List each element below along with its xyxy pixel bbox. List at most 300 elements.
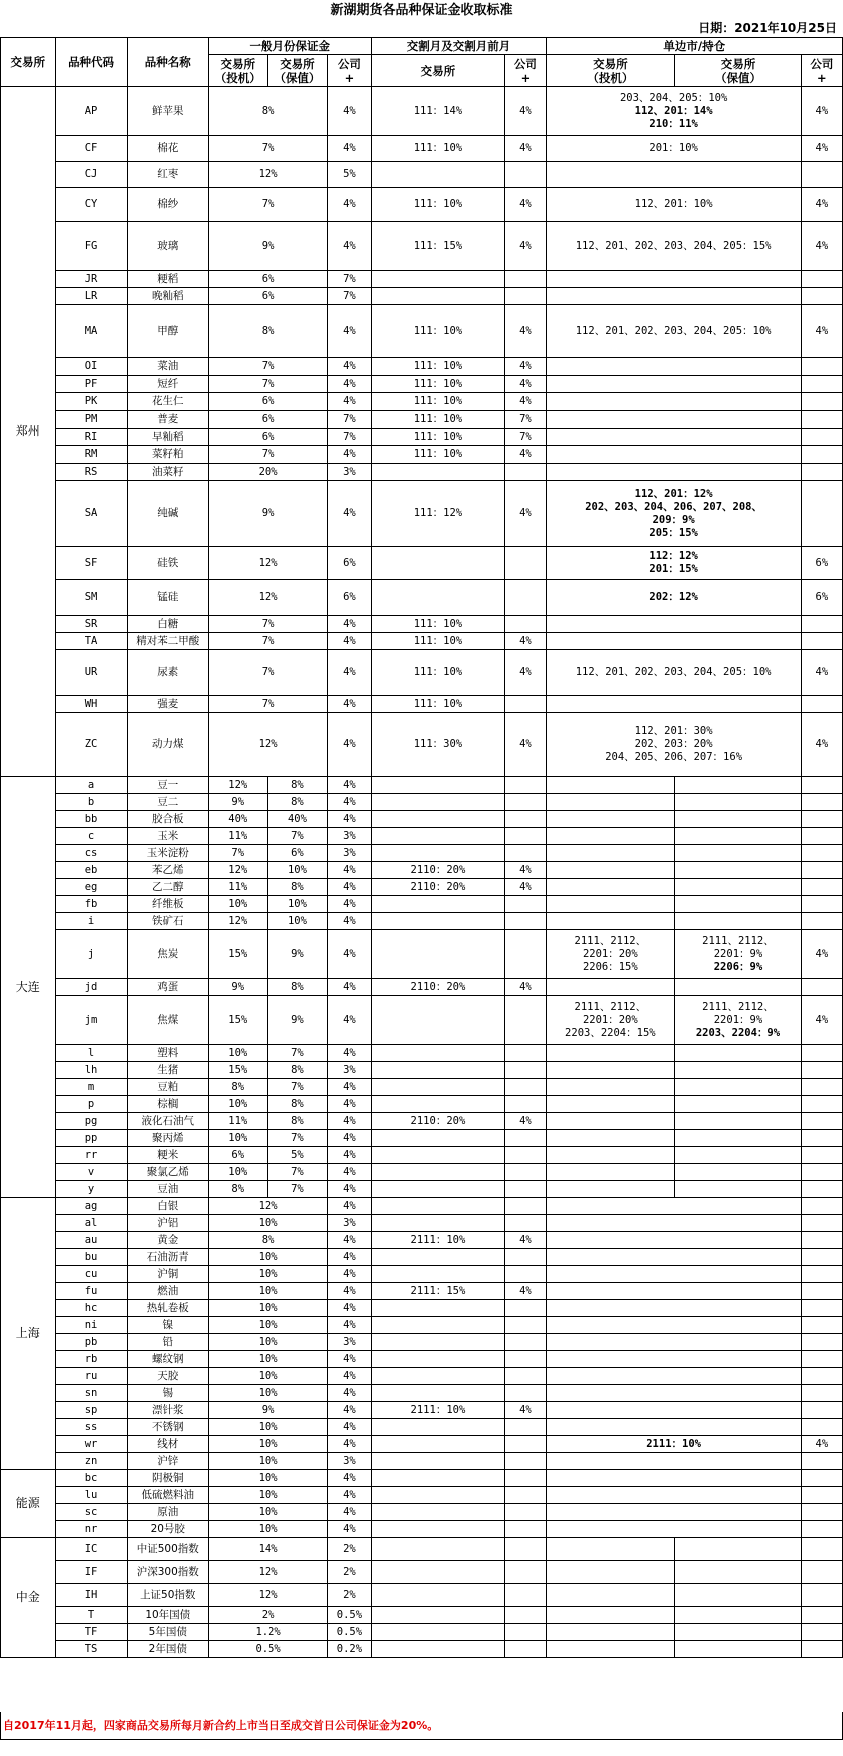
table-row [1,979,843,996]
delivery-company-cell [505,1470,546,1487]
uni-company-cell [801,1538,842,1561]
delivery-exch-cell [371,1249,505,1266]
code-cell: AP [55,87,127,136]
company-margin-cell: 3% [328,845,371,862]
uni-margin-cell [546,1402,801,1419]
delivery-exch-cell: 2111：10% [371,1402,505,1419]
delivery-company-cell: 4% [505,879,546,896]
cell-line: 202、203：20% [634,738,713,750]
code-cell: SR [55,616,127,633]
company-margin-cell: 4% [328,1436,371,1453]
company-margin-cell: 4% [328,913,371,930]
delivery-company-cell: 4% [505,650,546,696]
table-row [1,1283,843,1300]
hedge-margin-cell: 10% [267,896,328,913]
company-margin-cell: 4% [328,1283,371,1300]
delivery-company-cell [505,996,546,1045]
uni-margin-cell [546,1283,801,1300]
uni-margin-cell [546,87,801,136]
uni-margin-cell [546,446,801,464]
name-cell: 石油沥青 [127,1249,208,1266]
delivery-exch-cell: 111：10% [371,136,505,162]
company-margin-cell: 4% [328,305,371,358]
name-cell: 沪深300指数 [127,1561,208,1584]
table-row [1,696,843,713]
cell-line: 2203、2204：9% [695,1026,781,1039]
exchange-cell: 上海 [1,1198,56,1470]
delivery-company-cell [505,1436,546,1453]
name-cell: 硅铁 [127,547,208,580]
delivery-exch-cell [371,1453,505,1470]
delivery-company-cell [505,845,546,862]
exchange-margin-cell: 9% [208,481,327,547]
spec-margin-cell: 15% [208,930,267,979]
code-cell: sc [55,1504,127,1521]
hedge-margin-cell: 9% [267,930,328,979]
name-cell: 聚丙烯 [127,1130,208,1147]
hedge-margin-cell: 8% [267,979,328,996]
uni-hedge-cell [675,1607,802,1624]
delivery-exch-cell: 2110：20% [371,1113,505,1130]
company-margin-cell: 0.5% [328,1607,371,1624]
exchange-margin-cell: 10% [208,1317,327,1334]
company-margin-cell: 4% [328,616,371,633]
company-margin-cell: 7% [328,429,371,446]
company-margin-cell: 4% [328,376,371,393]
code-cell: jm [55,996,127,1045]
uni-company-cell: 4% [801,136,842,162]
code-cell: ni [55,1317,127,1334]
uni-company-cell [801,1351,842,1368]
table-row [1,1641,843,1658]
delivery-company-cell [505,1368,546,1385]
exchange-margin-cell: 9% [208,222,327,271]
company-margin-cell: 4% [328,633,371,650]
delivery-company-cell [505,1300,546,1317]
delivery-exch-cell [371,1538,505,1561]
spec-margin-cell: 10% [208,1096,267,1113]
uni-company-cell [801,777,842,794]
code-cell: RI [55,429,127,446]
spec-margin-cell: 10% [208,896,267,913]
delivery-company-cell: 4% [505,358,546,376]
uni-company-cell [801,1232,842,1249]
name-cell: 燃油 [127,1283,208,1300]
exchange-margin-cell: 10% [208,1300,327,1317]
uni-hedge-cell [675,1181,802,1198]
uni-company-cell [801,1521,842,1538]
delivery-exch-cell [371,828,505,845]
delivery-company-cell: 4% [505,376,546,393]
cell-line: 2201：20% [582,1013,638,1026]
uni-hedge-cell [675,979,802,996]
name-cell: 中证500指数 [127,1538,208,1561]
delivery-company-cell [505,1079,546,1096]
table-row [1,1487,843,1504]
table-row [1,879,843,896]
exchange-margin-cell: 10% [208,1334,327,1351]
header-uni-spec: 交易所 （投机） [546,55,675,87]
uni-company-cell [801,1198,842,1215]
delivery-exch-cell: 111：12% [371,481,505,547]
name-cell: 普麦 [127,411,208,429]
uni-hedge-cell [675,845,802,862]
company-margin-cell: 4% [328,358,371,376]
delivery-company-cell: 4% [505,1113,546,1130]
company-margin-cell: 3% [328,828,371,845]
company-margin-cell: 3% [328,1215,371,1232]
uni-spec-cell [546,845,675,862]
uni-margin-cell [546,481,801,547]
uni-spec-cell [546,913,675,930]
uni-margin-cell [546,1232,801,1249]
cell-line: 201：10% [649,142,698,154]
delivery-company-cell: 4% [505,188,546,222]
uni-company-cell [801,896,842,913]
table-row [1,996,843,1045]
cell-line: 112、201：12% [634,487,713,500]
footnote: 自2017年11月起，四家商品交易所每月新合约上市当日至成交首日公司保证金为20%。 [0,1712,843,1740]
hedge-margin-cell: 7% [267,1045,328,1062]
delivery-company-cell [505,1181,546,1198]
table-row [1,650,843,696]
name-cell: 豆一 [127,777,208,794]
name-cell: 短纤 [127,376,208,393]
code-cell: fu [55,1283,127,1300]
delivery-company-cell: 4% [505,393,546,411]
code-cell: IH [55,1584,127,1607]
exchange-margin-cell: 6% [208,429,327,446]
company-margin-cell: 4% [328,1419,371,1436]
name-cell: 玉米 [127,828,208,845]
delivery-company-cell: 4% [505,1283,546,1300]
uni-company-cell [801,1130,842,1147]
code-cell: hc [55,1300,127,1317]
uni-margin-cell [546,162,801,188]
company-margin-cell: 7% [328,288,371,305]
cell-line: 205：15% [649,526,698,539]
delivery-exch-cell [371,913,505,930]
uni-hedge-cell [675,811,802,828]
company-margin-cell: 4% [328,1079,371,1096]
uni-margin-cell [546,1266,801,1283]
delivery-exch-cell [371,1130,505,1147]
company-margin-cell: 4% [328,1402,371,1419]
uni-margin-cell [546,1470,801,1487]
delivery-company-cell [505,1504,546,1521]
delivery-exch-cell [371,1334,505,1351]
table-row [1,1385,843,1402]
table-row [1,1317,843,1334]
delivery-exch-cell [371,845,505,862]
name-cell: 尿素 [127,650,208,696]
code-cell: pg [55,1113,127,1130]
delivery-exch-cell: 111：10% [371,429,505,446]
table-row [1,1113,843,1130]
delivery-exch-cell: 111：10% [371,188,505,222]
table-row [1,828,843,845]
spec-margin-cell: 12% [208,777,267,794]
code-cell: al [55,1215,127,1232]
exchange-margin-cell: 10% [208,1385,327,1402]
exchange-margin-cell: 7% [208,376,327,393]
code-cell: TF [55,1624,127,1641]
company-margin-cell: 5% [328,162,371,188]
uni-spec-cell [546,1561,675,1584]
uni-company-cell: 4% [801,1436,842,1453]
uni-company-cell [801,481,842,547]
uni-company-cell [801,464,842,481]
delivery-exch-cell [371,1181,505,1198]
code-cell: bb [55,811,127,828]
name-cell: 动力煤 [127,713,208,777]
delivery-company-cell [505,616,546,633]
uni-margin-cell [546,1334,801,1351]
table-row [1,222,843,271]
name-cell: 红枣 [127,162,208,188]
table-row [1,713,843,777]
uni-hedge-cell [675,1079,802,1096]
name-cell: 胶合板 [127,811,208,828]
delivery-exch-cell [371,162,505,188]
code-cell: PF [55,376,127,393]
exchange-margin-cell: 9% [208,1402,327,1419]
delivery-exch-cell: 111：10% [371,358,505,376]
code-cell: PK [55,393,127,411]
uni-margin-cell [546,616,801,633]
uni-company-cell [801,1641,842,1658]
exchange-margin-cell: 7% [208,136,327,162]
uni-hedge-cell [675,862,802,879]
delivery-company-cell: 4% [505,862,546,879]
uni-hedge-cell [675,1641,802,1658]
table-row [1,1096,843,1113]
table-row [1,1164,843,1181]
exchange-margin-cell: 7% [208,696,327,713]
table-row [1,1504,843,1521]
name-cell: 锰硅 [127,580,208,616]
table-row [1,913,843,930]
table-row [1,1147,843,1164]
uni-spec-cell [546,879,675,896]
name-cell: 玻璃 [127,222,208,271]
code-cell: j [55,930,127,979]
hedge-margin-cell: 8% [267,1113,328,1130]
delivery-exch-cell [371,1487,505,1504]
uni-company-cell [801,429,842,446]
exchange-margin-cell: 12% [208,547,327,580]
cell-line: 2111、2112、 [574,1000,647,1013]
delivery-exch-cell [371,464,505,481]
company-margin-cell: 4% [328,996,371,1045]
delivery-exch-cell: 2110：20% [371,979,505,996]
company-margin-cell: 0.5% [328,1624,371,1641]
delivery-company-cell [505,1521,546,1538]
company-margin-cell: 4% [328,1368,371,1385]
uni-hedge-cell [675,794,802,811]
uni-company-cell: 4% [801,87,842,136]
company-margin-cell: 4% [328,1351,371,1368]
company-margin-cell: 4% [328,862,371,879]
cell-line: 210：11% [649,117,698,130]
uni-company-cell [801,1283,842,1300]
delivery-company-cell [505,1062,546,1079]
uni-hedge-cell [675,1062,802,1079]
uni-margin-cell [546,393,801,411]
code-cell: rb [55,1351,127,1368]
code-cell: b [55,794,127,811]
uni-company-cell [801,1453,842,1470]
table-row [1,393,843,411]
table-row [1,1561,843,1584]
name-cell: 20号胶 [127,1521,208,1538]
delivery-exch-cell [371,896,505,913]
table-header [1,38,843,87]
table-row [1,1351,843,1368]
uni-spec-cell [546,1079,675,1096]
spec-margin-cell: 7% [208,845,267,862]
exchange-margin-cell: 8% [208,1232,327,1249]
uni-company-cell [801,1402,842,1419]
spec-margin-cell: 15% [208,996,267,1045]
exchange-cell: 能源 [1,1470,56,1538]
name-cell: 晚籼稻 [127,288,208,305]
hedge-margin-cell: 7% [267,1130,328,1147]
delivery-exch-cell [371,1351,505,1368]
cell-line: 112、201、202、203、204、205：10% [575,324,772,337]
table-row [1,481,843,547]
company-margin-cell: 4% [328,713,371,777]
exchange-margin-cell: 1.2% [208,1624,327,1641]
delivery-company-cell [505,1317,546,1334]
table-row [1,930,843,979]
delivery-company-cell [505,794,546,811]
uni-margin-cell [546,464,801,481]
uni-spec-cell [546,1624,675,1641]
name-cell: 10年国债 [127,1607,208,1624]
table-row [1,271,843,288]
table-body [1,87,843,1658]
delivery-company-cell [505,913,546,930]
name-cell: 花生仁 [127,393,208,411]
spec-margin-cell: 10% [208,1130,267,1147]
delivery-exch-cell: 111：10% [371,393,505,411]
delivery-exch-cell [371,1385,505,1402]
uni-spec-cell [546,828,675,845]
spec-margin-cell: 11% [208,828,267,845]
delivery-exch-cell: 111：10% [371,446,505,464]
code-cell: m [55,1079,127,1096]
uni-company-cell [801,1045,842,1062]
delivery-exch-cell [371,777,505,794]
uni-company-cell: 4% [801,996,842,1045]
table-row [1,464,843,481]
code-cell: a [55,777,127,794]
uni-company-cell [801,1385,842,1402]
header-delivery-company: 公司 + [505,55,546,87]
hedge-margin-cell: 7% [267,828,328,845]
uni-margin-cell [546,1351,801,1368]
name-cell: 豆油 [127,1181,208,1198]
delivery-company-cell [505,1487,546,1504]
delivery-company-cell [505,811,546,828]
header-exch-spec: 交易所 （投机） [208,55,267,87]
exchange-margin-cell: 20% [208,464,327,481]
delivery-exch-cell: 111：15% [371,222,505,271]
cell-line: 2111、2112、 [702,934,774,947]
code-cell: FG [55,222,127,271]
exchange-margin-cell: 14% [208,1538,327,1561]
name-cell: 镍 [127,1317,208,1334]
spec-margin-cell: 8% [208,1181,267,1198]
code-cell: i [55,913,127,930]
name-cell: 生猪 [127,1062,208,1079]
exchange-margin-cell: 10% [208,1215,327,1232]
cell-line: 2206：15% [582,960,638,973]
hedge-margin-cell: 10% [267,862,328,879]
delivery-exch-cell: 111：14% [371,87,505,136]
spec-margin-cell: 11% [208,1113,267,1130]
name-cell: 液化石油气 [127,1113,208,1130]
delivery-company-cell [505,1561,546,1584]
exchange-margin-cell: 10% [208,1521,327,1538]
uni-company-cell [801,616,842,633]
exchange-margin-cell: 12% [208,580,327,616]
name-cell: 不锈钢 [127,1419,208,1436]
table-row [1,358,843,376]
delivery-company-cell [505,580,546,616]
delivery-exch-cell [371,1368,505,1385]
code-cell: l [55,1045,127,1062]
code-cell: TS [55,1641,127,1658]
table-row [1,1538,843,1561]
uni-company-cell [801,1147,842,1164]
delivery-company-cell: 4% [505,979,546,996]
name-cell: 热轧卷板 [127,1300,208,1317]
name-cell: 菜油 [127,358,208,376]
uni-company-cell [801,1300,842,1317]
delivery-company-cell [505,1096,546,1113]
delivery-exch-cell [371,1147,505,1164]
uni-company-cell [801,845,842,862]
exchange-margin-cell: 10% [208,1351,327,1368]
delivery-exch-cell [371,794,505,811]
name-cell: 锡 [127,1385,208,1402]
uni-spec-cell [546,1130,675,1147]
uni-margin-cell [546,1368,801,1385]
uni-company-cell: 4% [801,305,842,358]
uni-hedge-cell [675,1164,802,1181]
company-margin-cell: 4% [328,1232,371,1249]
cell-line: 202：12% [649,591,698,603]
delivery-company-cell: 4% [505,481,546,547]
company-margin-cell: 4% [328,393,371,411]
spec-margin-cell: 8% [208,1079,267,1096]
exchange-margin-cell: 12% [208,713,327,777]
delivery-exch-cell: 111：10% [371,305,505,358]
name-cell: 沪铜 [127,1266,208,1283]
uni-spec-cell [546,979,675,996]
table-row [1,794,843,811]
company-margin-cell: 0.2% [328,1641,371,1658]
table-row [1,429,843,446]
code-cell: v [55,1164,127,1181]
cell-line: 202、203、204、206、207、208、 [585,500,763,513]
delivery-company-cell [505,547,546,580]
name-cell: 乙二醇 [127,879,208,896]
delivery-company-cell [505,1334,546,1351]
exchange-margin-cell: 6% [208,411,327,429]
